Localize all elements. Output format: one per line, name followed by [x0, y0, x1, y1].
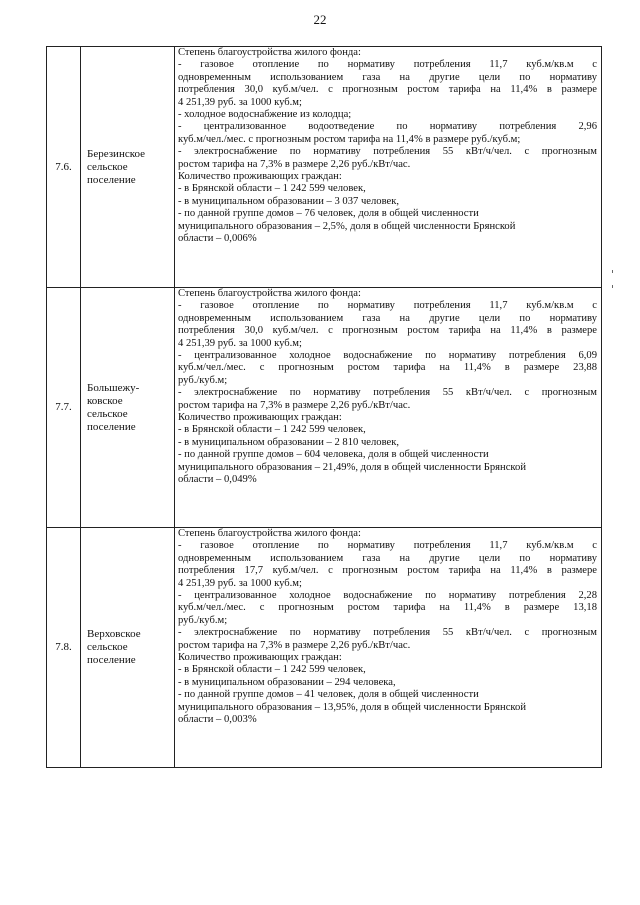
description-line: ростом тарифа на 7,3% в размере 2,26 руб./кВт/час. [178, 639, 411, 651]
description-line: 4 251,39 руб. за 1000 куб.м; [178, 96, 302, 108]
description-line: муниципального образования – 2,5%, доля в общей численности Брянской [178, 220, 516, 232]
description-line: 4 251,39 руб. за 1000 куб.м; [178, 337, 302, 349]
table-body [47, 47, 602, 768]
description-line: муниципального образования – 13,95%, доля в общей численности Брянской [178, 701, 526, 713]
settlement-name [81, 47, 175, 288]
description-line: - централизованное холодное водоснабжение по нормативу потребления 6,09 [178, 349, 597, 361]
description-line: области – 0,006% [178, 233, 257, 245]
housing-description [175, 47, 602, 288]
description-line: одновременным использованием газа на другие цели по нормативу [178, 552, 597, 564]
description-line: Количество проживающих граждан: [178, 411, 342, 423]
settlement-name [81, 288, 175, 528]
description-line: Степень благоустройства жилого фонда: [178, 528, 361, 539]
description-line: - по данной группе домов – 76 человек, доля в общей численности [178, 208, 479, 220]
description-line: Количество проживающих граждан: [178, 170, 342, 182]
description-line: - газовое отопление по нормативу потребления 11,7 куб.м/кв.м с [178, 540, 597, 552]
description-line: - электроснабжение по нормативу потребления 55 кВт/ч/чел. с прогнозным [178, 387, 597, 399]
housing-description [175, 528, 602, 768]
description-line: - централизованное холодное водоснабжение по нормативу потребления 2,28 [178, 589, 597, 601]
description-line: - газовое отопление по нормативу потребления 11,7 куб.м/кв.м с [178, 59, 597, 71]
description-line: - централизованное водоотведение по нормативу потребления 2,96 [178, 121, 597, 133]
description-line: области – 0,003% [178, 714, 257, 725]
description-line: - электроснабжение по нормативу потребления 55 кВт/ч/чел. с прогнозным [178, 146, 597, 158]
table-row [47, 528, 602, 768]
description-line: области – 0,049% [178, 474, 257, 485]
description-line: - в муниципальном образовании – 2 810 человек, [178, 436, 400, 448]
table-row [47, 288, 602, 528]
margin-mark [612, 285, 613, 288]
margin-mark [612, 270, 613, 273]
description-line: - электроснабжение по нормативу потребления 55 кВт/ч/чел. с прогнозным [178, 627, 597, 639]
housing-description [175, 288, 602, 528]
description-line: - в муниципальном образовании – 3 037 человек, [178, 195, 400, 207]
row-number: 7.6. [47, 47, 81, 288]
description-line: одновременным использованием газа на другие цели по нормативу [178, 71, 597, 83]
description-line: - в Брянской области – 1 242 599 человек, [178, 424, 366, 436]
settlement-name-line: сельское [87, 160, 128, 173]
description-line: куб.м/чел./мес. с прогнозным ростом тарифа на 11,4% в размере 23,88 [178, 362, 597, 374]
settlement-name-line: поселение [87, 173, 136, 186]
description-line: - холодное водоснабжение из колодца; [178, 108, 352, 120]
table-row [47, 47, 602, 288]
description-line: - по данной группе домов – 41 человек, доля в общей численности [178, 689, 479, 701]
description-line: Степень благоустройства жилого фонда: [178, 288, 361, 299]
municipal-housing-table [46, 46, 602, 768]
description-line: Количество проживающих граждан: [178, 651, 342, 663]
description-line: 4 251,39 руб. за 1000 куб.м; [178, 577, 302, 589]
description-line: Степень благоустройства жилого фонда: [178, 47, 361, 58]
description-line: руб./куб.м; [178, 614, 228, 626]
description-line: потребления 30,0 куб.м/чел. с прогнозным ростом тарифа на 11,4% в размере [178, 325, 597, 337]
description-line: - по данной группе домов – 604 человека, доля в общей численности [178, 449, 489, 461]
settlement-name-line: Березинское [87, 147, 146, 160]
settlement-name-line: поселение [87, 654, 136, 666]
description-line: одновременным использованием газа на другие цели по нормативу [178, 312, 597, 324]
row-number: 7.8. [47, 528, 81, 768]
description-line: - в Брянской области – 1 242 599 человек, [178, 664, 366, 676]
settlement-name-line: Большежу- [87, 381, 140, 394]
settlement-name-line: поселение [87, 420, 136, 433]
description-line: - в Брянской области – 1 242 599 человек, [178, 183, 366, 195]
settlement-name [81, 528, 175, 768]
description-line: ростом тарифа на 7,3% в размере 2,26 руб./кВт/час. [178, 399, 411, 411]
description-line: руб./куб.м; [178, 374, 228, 386]
page-number: 22 [313, 12, 327, 27]
description-line: - газовое отопление по нормативу потребления 11,7 куб.м/кв.м с [178, 300, 597, 312]
description-line: куб.м/чел./мес. с прогнозным ростом тарифа на 11,4% в размере руб./куб.м; [178, 133, 521, 145]
description-line: потребления 30,0 куб.м/чел. с прогнозным ростом тарифа на 11,4% в размере [178, 84, 597, 96]
settlement-name-line: сельское [87, 407, 128, 420]
row-number: 7.7. [47, 288, 81, 528]
settlement-name-line: сельское [87, 641, 128, 653]
description-line: потребления 17,7 куб.м/чел. с прогнозным ростом тарифа на 11,4% в размере [178, 565, 597, 577]
description-line: куб.м/чел./мес. с прогнозным ростом тарифа на 11,4% в размере 13,18 [178, 602, 597, 614]
settlement-name-line: Верховское [87, 628, 141, 640]
settlement-name-line: ковское [87, 394, 123, 407]
description-line: ростом тарифа на 7,3% в размере 2,26 руб./кВт/час. [178, 158, 411, 170]
description-line: муниципального образования – 21,49%, доля в общей численности Брянской [178, 461, 526, 473]
description-line: - в муниципальном образовании – 294 человека, [178, 676, 396, 688]
